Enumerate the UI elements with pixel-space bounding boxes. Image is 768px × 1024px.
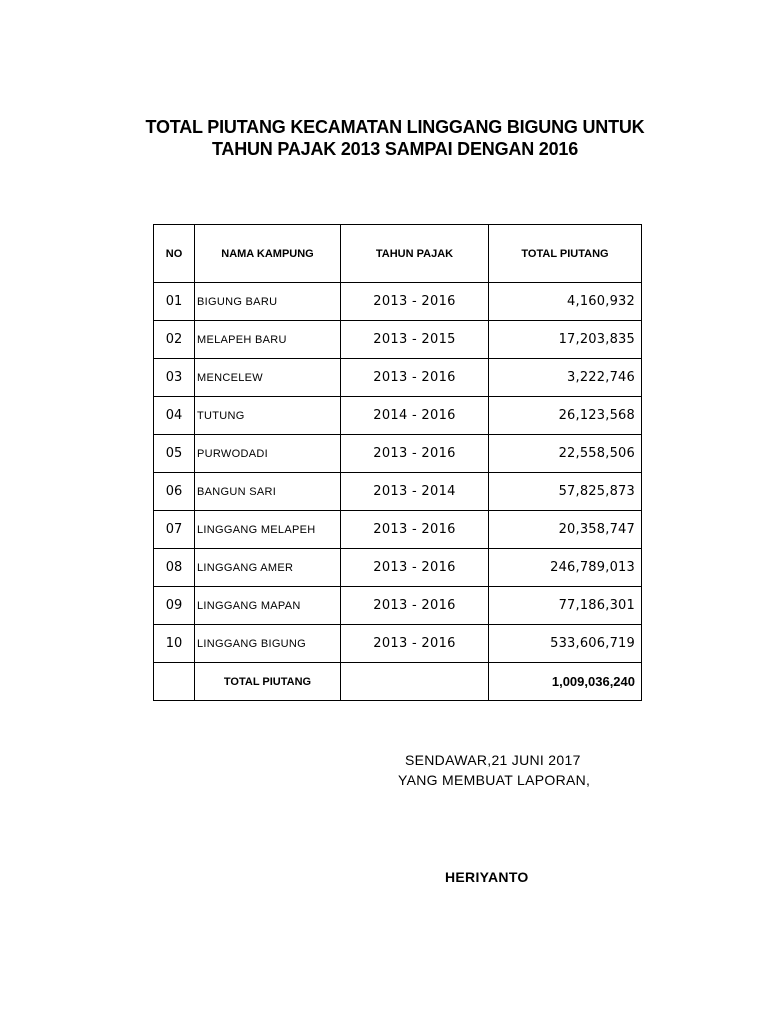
cell-year: 2013 - 2016 — [341, 625, 489, 663]
cell-no: 05 — [154, 435, 195, 473]
cell-no: 03 — [154, 359, 195, 397]
cell-no: 07 — [154, 511, 195, 549]
cell-total: 20,358,747 — [489, 511, 642, 549]
table-row — [154, 397, 642, 435]
table-row — [154, 283, 642, 321]
cell-name: MENCELEW — [195, 359, 341, 397]
total-no-empty-cell — [154, 663, 195, 701]
cell-name: LINGGANG MAPAN — [195, 587, 341, 625]
table-row — [154, 473, 642, 511]
cell-no: 01 — [154, 283, 195, 321]
header-no: NO — [154, 225, 195, 283]
cell-name: BANGUN SARI — [195, 473, 341, 511]
total-year-empty-cell — [341, 663, 489, 701]
table-row — [154, 549, 642, 587]
table-header-row — [154, 225, 642, 283]
cell-name: BIGUNG BARU — [195, 283, 341, 321]
cell-no: 04 — [154, 397, 195, 435]
cell-no: 06 — [154, 473, 195, 511]
signature-role: YANG MEMBUAT LAPORAN, — [398, 772, 591, 788]
cell-no: 08 — [154, 549, 195, 587]
table-row — [154, 511, 642, 549]
header-total-piutang: TOTAL PIUTANG — [489, 225, 642, 283]
cell-name: LINGGANG MELAPEH — [195, 511, 341, 549]
cell-year: 2014 - 2016 — [341, 397, 489, 435]
header-nama-kampung: NAMA KAMPUNG — [195, 225, 341, 283]
cell-year: 2013 - 2016 — [341, 359, 489, 397]
cell-total: 533,606,719 — [489, 625, 642, 663]
cell-year: 2013 - 2016 — [341, 435, 489, 473]
cell-name: PURWODADI — [195, 435, 341, 473]
cell-year: 2013 - 2016 — [341, 511, 489, 549]
signature-name: HERIYANTO — [445, 869, 529, 885]
cell-total: 57,825,873 — [489, 473, 642, 511]
header-tahun-pajak: TAHUN PAJAK — [341, 225, 489, 283]
table-total-row — [154, 663, 642, 701]
total-label: TOTAL PIUTANG — [195, 663, 341, 701]
cell-total: 77,186,301 — [489, 587, 642, 625]
table-row — [154, 625, 642, 663]
cell-name: LINGGANG AMER — [195, 549, 341, 587]
cell-no: 02 — [154, 321, 195, 359]
document-title — [0, 116, 768, 160]
title-line-1: TOTAL PIUTANG KECAMATAN LINGGANG BIGUNG UNTUK — [145, 117, 645, 137]
total-value: 1,009,036,240 — [489, 663, 642, 701]
cell-year: 2013 - 2016 — [341, 587, 489, 625]
cell-year: 2013 - 2016 — [341, 283, 489, 321]
table-row — [154, 587, 642, 625]
cell-no: 09 — [154, 587, 195, 625]
cell-total: 17,203,835 — [489, 321, 642, 359]
cell-total: 3,222,746 — [489, 359, 642, 397]
cell-name: MELAPEH BARU — [195, 321, 341, 359]
table-row — [154, 435, 642, 473]
table-row — [154, 321, 642, 359]
cell-year: 2013 - 2016 — [341, 549, 489, 587]
cell-no: 10 — [154, 625, 195, 663]
cell-total: 246,789,013 — [489, 549, 642, 587]
signature-place-date: SENDAWAR,21 JUNI 2017 — [405, 752, 581, 768]
table-row — [154, 359, 642, 397]
cell-year: 2013 - 2015 — [341, 321, 489, 359]
cell-name: TUTUNG — [195, 397, 341, 435]
receivables-table — [153, 224, 642, 701]
cell-name: LINGGANG BIGUNG — [195, 625, 341, 663]
cell-total: 4,160,932 — [489, 283, 642, 321]
cell-year: 2013 - 2014 — [341, 473, 489, 511]
cell-total: 26,123,568 — [489, 397, 642, 435]
cell-total: 22,558,506 — [489, 435, 642, 473]
title-line-2: TAHUN PAJAK 2013 SAMPAI DENGAN 2016 — [211, 139, 579, 159]
